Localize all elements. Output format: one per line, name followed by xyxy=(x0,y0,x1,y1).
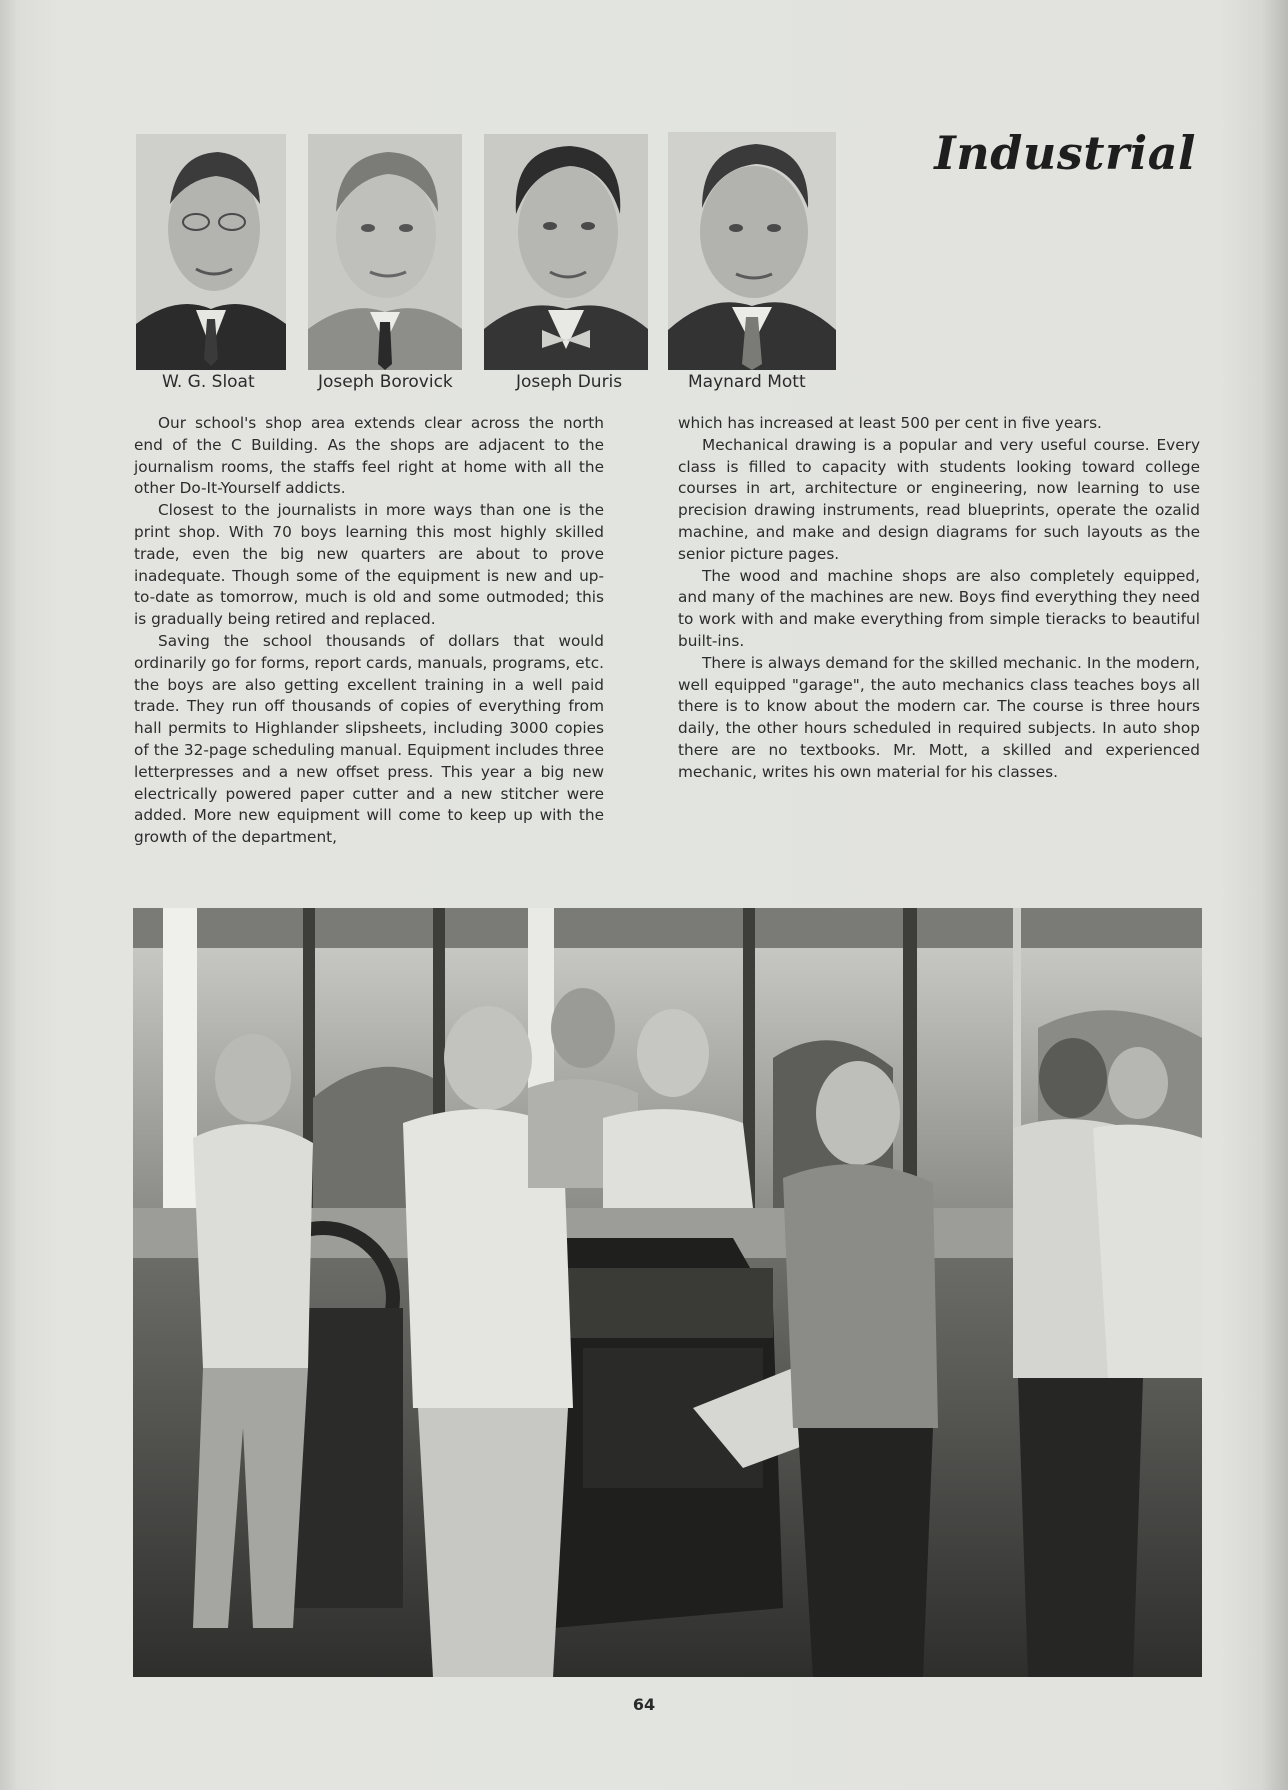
paragraph: which has increased at least 500 per cent in five years. xyxy=(678,414,1102,432)
portrait-caption-4: Maynard Mott xyxy=(688,372,806,392)
paragraph: Closest to the journalists in more ways than one is the print shop. With 70 boys learning this most highly skilled trade, even the big new quarters are about to prove inadequate. Though some of the equipment is new and up-to-date as tomorrow, much is old and some outmoded; this is gradually being retired and replaced. xyxy=(134,501,604,629)
portrait-caption-2: Joseph Borovick xyxy=(318,372,453,392)
right-text-column xyxy=(678,413,1200,784)
paragraph: Saving the school thousands of dollars that would ordinarily go for forms, report cards, manuals, programs, etc. the boys are also getting excellent training in a well paid trade. They run off thousands of copies of everything from hall permits to Highlander slipsheets, including 3000 copies of the 32-page scheduling manual. Equipment includes three letterpresses and a new offset press. This year a big new electrically powered paper cutter and a new stitcher were added. More new equipment will come to keep up with the growth of the department, xyxy=(134,631,604,847)
portrait-photo-1 xyxy=(136,134,286,370)
section-title: Industrial xyxy=(934,126,1196,180)
paragraph: Mechanical drawing is a popular and very useful course. Every class is filled to capacity with students looking toward college courses in art, architecture or engineering, now learning to use precision drawing instruments, read blueprints, operate the ozalid machine, and make and design diagrams for such layouts as the senior picture pages. xyxy=(678,435,1200,563)
portrait-caption-3: Joseph Duris xyxy=(516,372,623,392)
portrait-photo-4 xyxy=(668,132,836,370)
portrait-photo-3 xyxy=(484,134,648,370)
paragraph: The wood and machine shops are also completely equipped, and many of the machines are new. Boys find everything they need to work with and make everything from simple tieracks to beautiful built-ins. xyxy=(678,566,1200,650)
page-number: 64 xyxy=(632,1695,656,1714)
portrait-caption-1: W. G. Sloat xyxy=(162,372,255,392)
print-shop-photo xyxy=(133,908,1202,1677)
paragraph: Our school's shop area extends clear across the north end of the C Building. As the shops are adjacent to the journalism rooms, the staffs feel right at home with all the other Do-It-Yourself addicts. xyxy=(134,414,604,498)
portrait-photo-2 xyxy=(308,134,462,370)
left-text-column xyxy=(134,413,604,849)
paragraph: There is always demand for the skilled mechanic. In the modern, well equipped "garage", the auto mechanics class teaches boys all there is to know about the modern car. The course is three hours daily, the other hours scheduled in required subjects. In auto shop there are no textbooks. Mr. Mott, a skilled and experienced mechanic, writes his own material for his classes. xyxy=(678,653,1200,781)
